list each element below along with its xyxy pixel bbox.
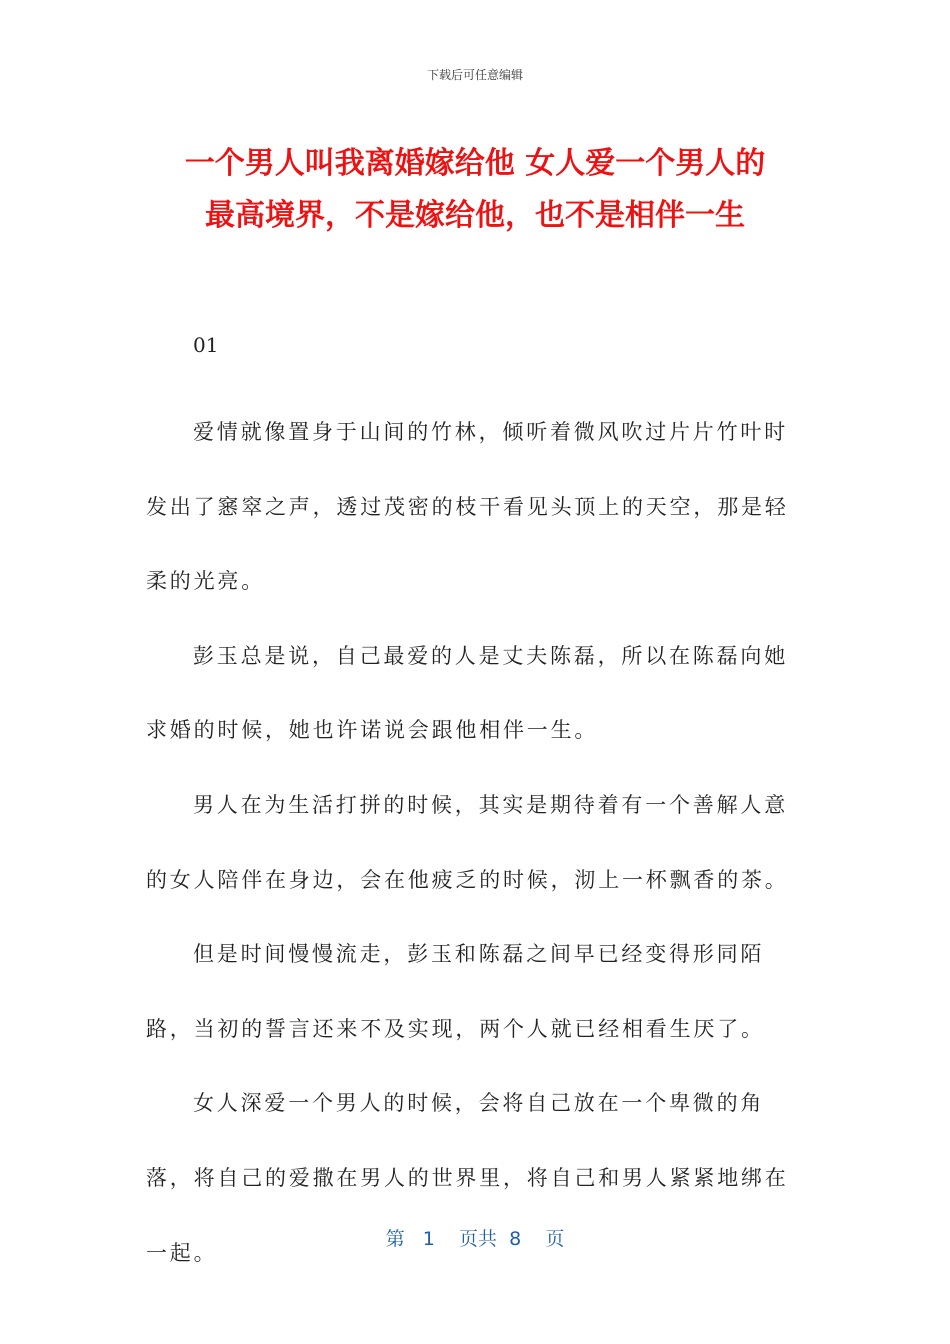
paragraph-2: 彭玉总是说，自己最爱的人是丈夫陈磊，所以在陈磊向她求婚的时候，她也许诺说会跟他相伴一生。: [146, 643, 788, 743]
paragraph-1: 爱情就像置身于山间的竹林，倾听着微风吹过片片竹叶时发出了窸窣之声，透过茂密的枝干看见头顶上的天空，那是轻柔的光亮。: [146, 420, 789, 594]
paragraph-4: 但是时间慢慢流走，彭玉和陈磊之间早已经变得形同陌路，当初的誓言还来不及实现，两个人就已经相看生厌了。: [146, 942, 765, 1041]
section-number: 01: [193, 333, 219, 357]
title-line-2: 最高境界，不是嫁给他，也不是相伴一生: [205, 198, 745, 233]
footer-total-pages: 8: [509, 1228, 522, 1250]
page-footer: [0, 1224, 950, 1251]
paragraph-5: 女人深爱一个男人的时候，会将自己放在一个卑微的角落，将自己的爱撒在男人的世界里，将自己和男人紧紧地绑在一起。: [146, 1091, 789, 1265]
footer-prefix: 第: [385, 1228, 405, 1250]
body-text: [146, 395, 808, 1290]
title-line-1: 一个男人叫我离婚嫁给他 女人爱一个男人的: [184, 146, 766, 181]
page-header: 下载后可任意编辑: [426, 68, 523, 82]
footer-middle: 页共: [459, 1228, 498, 1250]
footer-suffix: 页: [545, 1228, 565, 1250]
paragraph-3: 男人在为生活打拼的时候，其实是期待着有一个善解人意的女人陪伴在身边，会在他疲乏的时候，沏上一杯飘香的茶。: [146, 792, 789, 892]
footer-page-number: 1: [422, 1228, 435, 1250]
document-title: [130, 138, 820, 242]
